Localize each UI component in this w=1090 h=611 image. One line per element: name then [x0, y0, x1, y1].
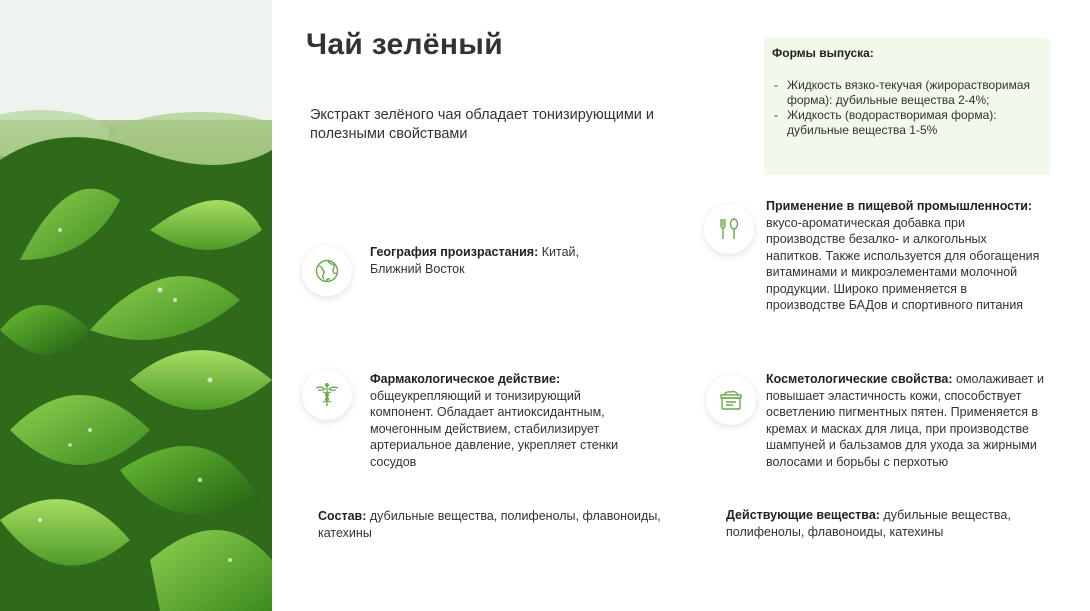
release-form-item: - Жидкость вязко-текучая (жирорастворимая форма): дубильные вещества 2-4%; [772, 78, 1042, 108]
cosmetic-text: омолаживает и повышает эластичность кожи, способствует осветлению пигментных пятен. Применяется в кремах и масках для лица, при производстве шампуней и бальзамов для ухода за жирными волосами и борьбы с перхотью [766, 372, 1044, 469]
cosmetic-block [766, 371, 1056, 470]
tea-leaves-illustration [0, 0, 272, 611]
pharmacological-label: Фармакологическое действие: [370, 372, 561, 386]
globe-icon [302, 246, 352, 296]
pharmacological-text: общеукрепляющий и тонизирующий компонент. Обладает антиоксидантным, мочегонным действием, стабилизирует артериальное давление, укрепляет стенки сосудов [370, 388, 619, 469]
tea-leaves-photo [0, 0, 272, 611]
release-forms-list [772, 78, 1042, 138]
geography-label: География произрастания: [370, 245, 539, 259]
cosmetic-label: Косметологические свойства: [766, 372, 953, 386]
geography-block [370, 244, 620, 277]
pharmacological-block [370, 371, 640, 470]
release-forms-heading: Формы выпуска: [772, 46, 874, 60]
release-form-item: - Жидкость (водорастворимая форма): дубильные вещества 1-5% [772, 108, 1042, 138]
food-industry-label: Применение в пищевой промышленности: [766, 199, 1033, 213]
composition-label: Состав: [318, 509, 367, 523]
composition-text: дубильные вещества, полифенолы, флавоноиды, катехины [318, 509, 661, 540]
food-industry-text: вкусо-ароматическая добавка при производстве безалко- и алкогольных напитков. Также используется для обогащения витаминами и микроэлементами молочной продукции. Широко применяется в производстве БАДов и спортивного питания [766, 215, 1040, 312]
release-forms-box [764, 38, 1050, 175]
composition-block [318, 508, 698, 541]
geography-text: Китай, Ближний Восток [370, 245, 579, 276]
page-subtitle: Экстракт зелёного чая обладает тонизирующими и полезными свойствами [310, 107, 655, 142]
caduceus-icon [302, 370, 352, 420]
active-substances-block [726, 507, 1056, 540]
page-title: Чай зелёный [306, 28, 503, 61]
fork-spoon-icon [704, 204, 754, 254]
food-industry-block [766, 198, 1046, 314]
active-substances-label: Действующие вещества: [726, 508, 880, 522]
active-substances-text: дубильные вещества, полифенолы, флавоноиды, катехины [726, 508, 1011, 539]
cream-jar-icon [706, 375, 756, 425]
